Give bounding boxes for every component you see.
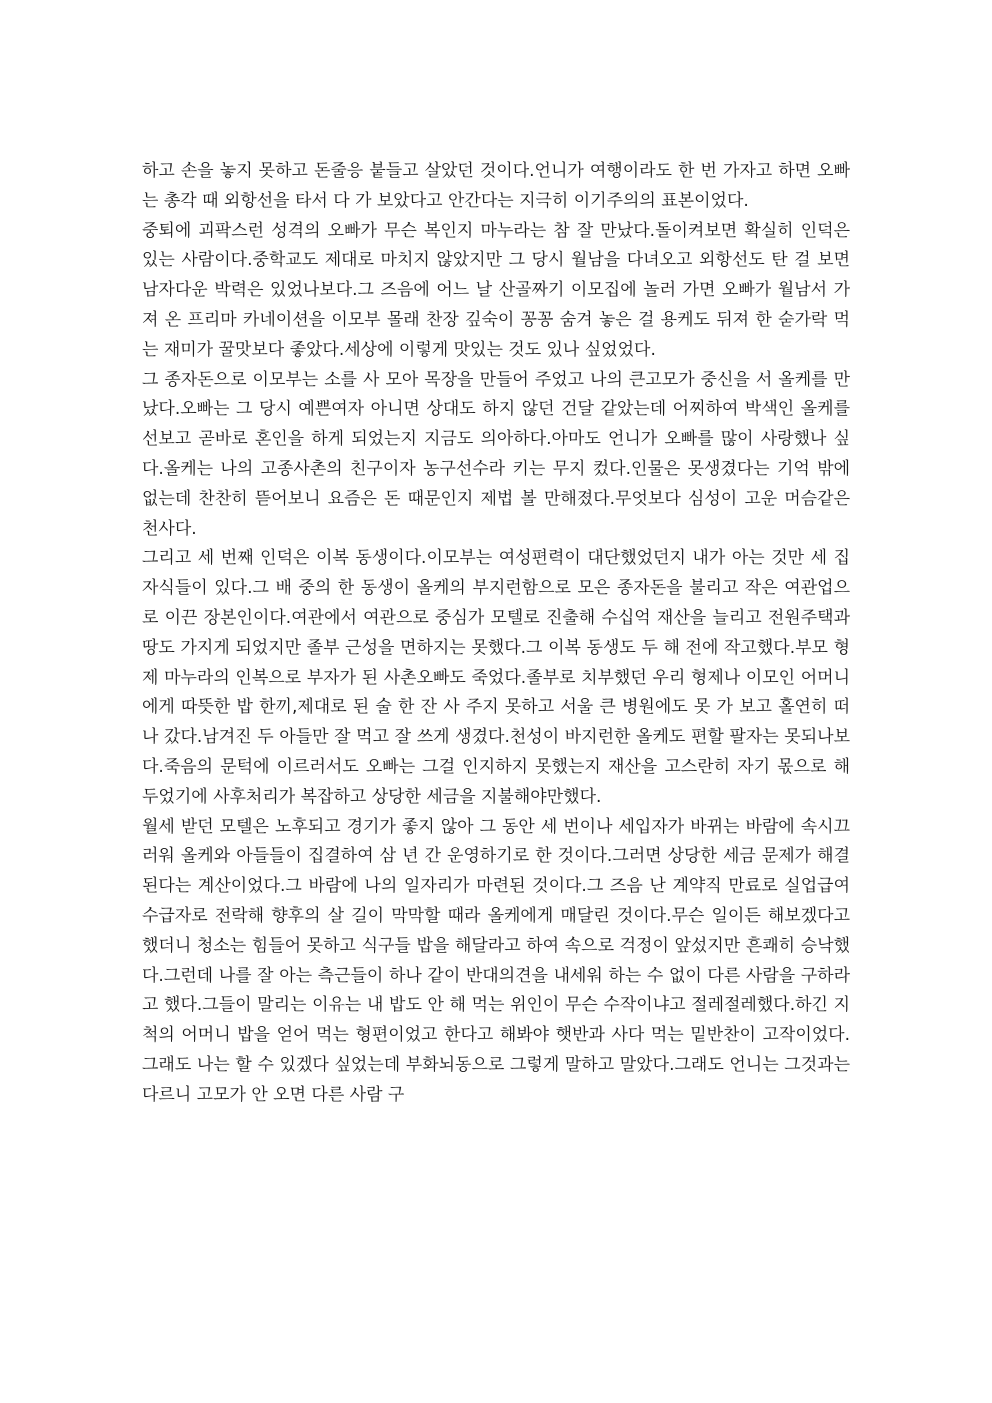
document-body (142, 157, 850, 1111)
paragraph-2: 중퇴에 괴팍스런 성격의 오빠가 무슨 복인지 마누라는 참 잘 만났다.돌이켜보면 확실히 인덕은 있는 사람이다.중학교도 제대로 마치지 않았지만 그 당시 월남을 다녀오고 외항선도 탄 걸 보면 남자다운 박력은 있었나보다.그 즈음에 어느 날 산골짜기 이모집에 놀러 가면 오빠가 월남서 가져 온 프리마 카네이션을 이모부 몰래 찬장 깊숙이 꽁꽁 숨겨 놓은 걸 용케도 뒤져 한 숟가락 먹는 재미가 꿀맛보다 좋았다.세상에 이렇게 맛있는 것도 있나 싶었었다. (142, 220, 850, 360)
paragraph-5: 월세 받던 모텔은 노후되고 경기가 좋지 않아 그 동안 세 번이나 세입자가 바뀌는 바람에 속시끄러워 올케와 아들들이 집결하여 삼 년 간 운영하기로 한 것이다.그러면 상당한 세금 문제가 해결된다는 계산이었다.그 바람에 나의 일자리가 마련된 것이다.그 즈음 난 계약직 만료로 실업급여 수급자로 전락해 향후의 살 길이 막막할 때라 올케에게 매달린 것이다.무슨 일이든 해보겠다고 했더니 청소는 힘들어 못하고 식구들 밥을 해달라고 하여 속으로 걱정이 앞섰지만 흔쾌히 승낙했다.그런데 나를 잘 아는 측근들이 하나 같이 반대의견을 내세워 하는 수 없이 다른 사람을 구하라고 했다.그들이 말리는 이유는 내 밥도 안 해 먹는 위인이 무슨 수작이냐고 절레절레했다.하긴 지척의 어머니 밥을 얻어 먹는 형편이었고 한다고 해봐야 햇반과 사다 먹는 밑반찬이 고작이었다.그래도 나는 할 수 있겠다 싶었는데 부화뇌동으로 그렇게 말하고 말았다.그래도 언니는 그것과는 다르니 고모가 안 오면 다른 사람 구 (142, 816, 850, 1105)
paragraph-4: 그리고 세 번째 인덕은 이복 동생이다.이모부는 여성편력이 대단했었던지 내가 아는 것만 세 집 자식들이 있다.그 배 중의 한 동생이 올케의 부지런함으로 모은 종자돈을 불리고 작은 여관업으로 이끈 장본인이다.여관에서 여관으로 중심가 모텔로 진출해 수십억 재산을 늘리고 전원주택과 땅도 가지게 되었지만 졸부 근성을 면하지는 못했다.그 이복 동생도 두 해 전에 작고했다.부모 형제 마누라의 인복으로 부자가 된 사촌오빠도 죽었다.졸부로 치부했던 우리 형제나 이모인 어머니에게 따뜻한 밥 한끼,제대로 된 술 한 잔 사 주지 못하고 서울 큰 병원에도 못 가 보고 홀연히 떠나 갔다.남겨진 두 아들만 잘 먹고 잘 쓰게 생겼다.천성이 바지런한 올케도 편할 팔자는 못되나보다.죽음의 문턱에 이르러서도 오빠는 그걸 인지하지 못했는지 재산을 고스란히 자기 몫으로 해 두었기에 사후처리가 복잡하고 상당한 세금을 지불해야만했다. (142, 548, 850, 807)
paragraph-3: 그 종자돈으로 이모부는 소를 사 모아 목장을 만들어 주었고 나의 큰고모가 중신을 서 올케를 만났다.오빠는 그 당시 예쁜여자 아니면 상대도 하지 않던 건달 같았는데 어찌하여 박색인 올케를 선보고 곧바로 혼인을 하게 되었는지 지금도 의아하다.아마도 언니가 오빠를 많이 사랑했나 싶다.올케는 나의 고종사촌의 친구이자 농구선수라 키는 무지 컸다.인물은 못생겼다는 기억 밖에 없는데 찬찬히 뜯어보니 요즘은 돈 때문인지 제법 볼 만해졌다.무엇보다 심성이 고운 머슴같은 천사다. (142, 369, 850, 539)
paragraph-1: 하고 손을 놓지 못하고 돈줄응 붙들고 살았던 것이다.언니가 여행이라도 한 번 가자고 하면 오빠는 총각 때 외항선을 타서 다 가 보았다고 안간다는 지극히 이기주의의 표본이었다. (142, 161, 850, 211)
